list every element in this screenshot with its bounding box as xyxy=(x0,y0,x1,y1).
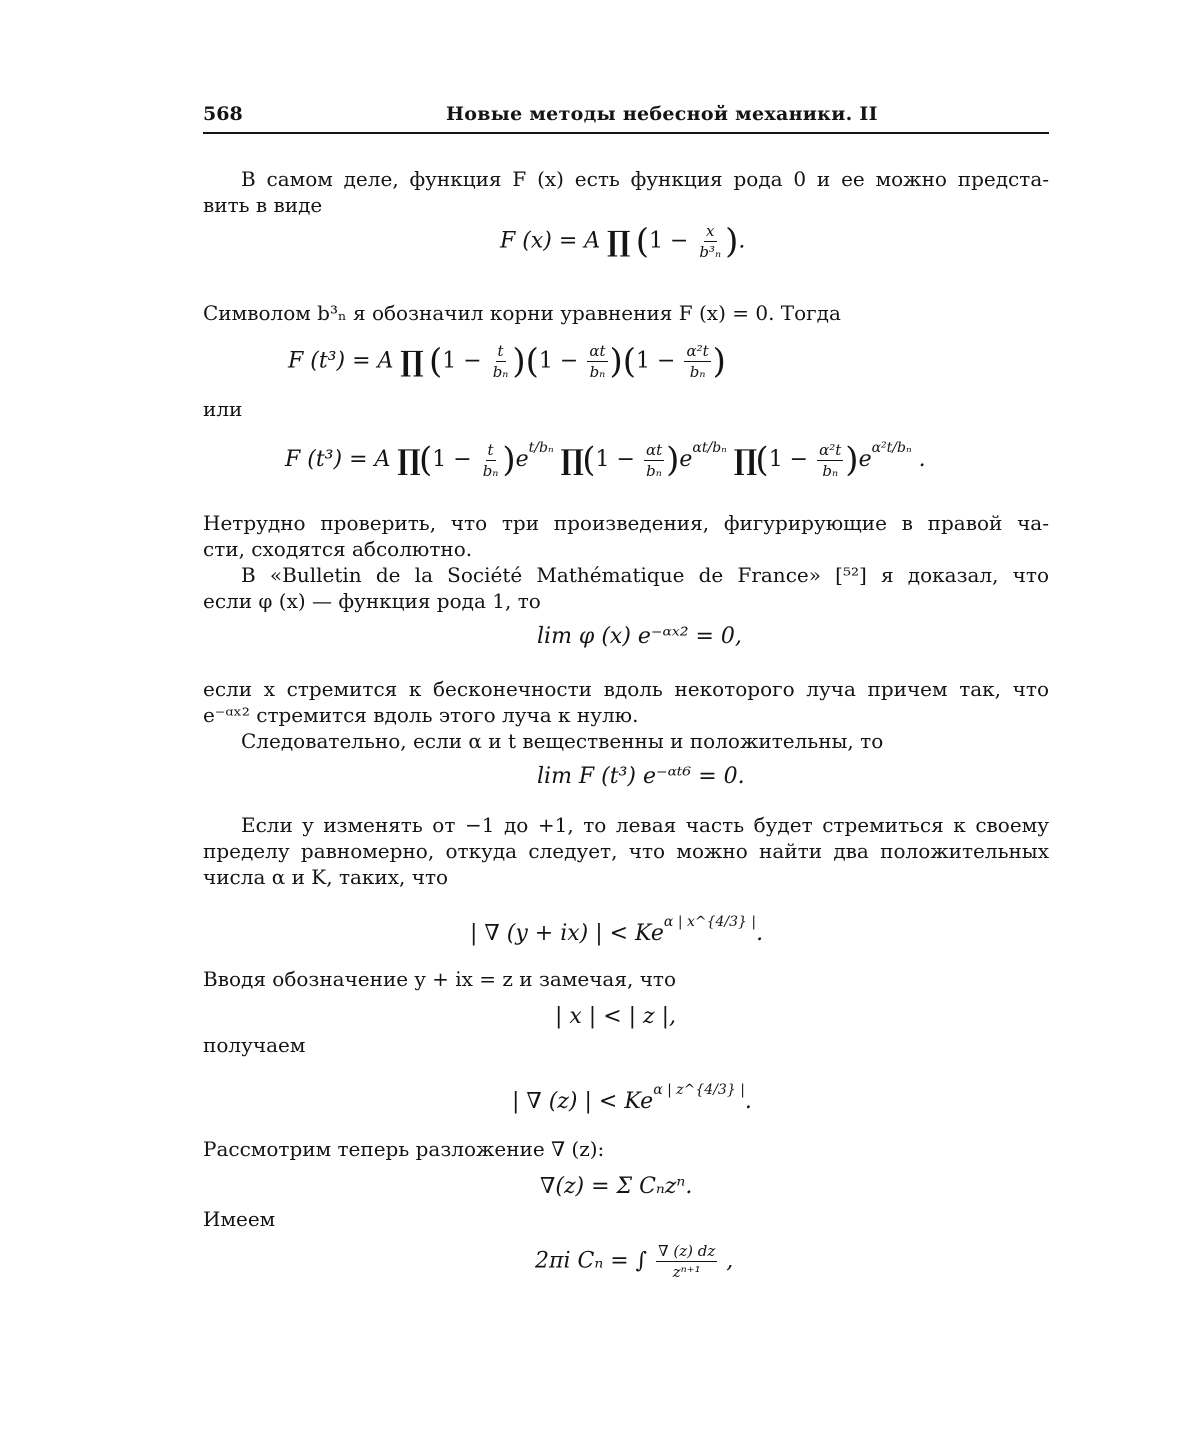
paragraph-line: числа α и K, таких, что xyxy=(203,865,449,889)
paragraph-line: вить в виде xyxy=(203,193,323,217)
paragraph-line: Рассмотрим теперь разложение ∇ (z): xyxy=(203,1137,605,1161)
fraction: $\frac{t}{\text{bₙ}}$ xyxy=(492,342,509,381)
paragraph-line: Символом b³ₙ я обозначил корни уравнения F (x) = 0. Тогда xyxy=(203,301,841,325)
formula-product-t3: F (t³) = A ∏ (1 − $\frac{t}{\text{bₙ}}$ )(1 − $\frac{\alpha t}{\text{bₙ}}$ )(1 − $\frac{\text{α²t}}{\text{bₙ}}$ ) xyxy=(288,341,726,382)
paragraph-line: пределу равномерно, откуда следует, что можно найти два положительных xyxy=(203,839,1049,863)
exponent: t/bₙ xyxy=(528,440,554,456)
formula-lhs: F (x) = A xyxy=(500,228,601,254)
formula-inequality-2: | ∇ (z) | < $Ke^{\alpha | z\^{}\{4/3\} |}$. xyxy=(512,1082,752,1114)
paragraph-line: Вводя обозначение y + ix = z и замечая, что xyxy=(203,967,677,991)
page-number: 568 xyxy=(203,103,243,125)
product-symbol: ∏ xyxy=(400,345,422,378)
paragraph-line: В «Bulletin de la Société Mathématique de France» [⁵²] я доказал, что xyxy=(241,563,1049,587)
paragraph-line: сти, сходятся абсолютно. xyxy=(203,537,473,561)
fraction: $\frac{x}{\text{b³ₙ}}$ xyxy=(699,222,722,261)
exponent: α²t/bₙ xyxy=(871,440,912,456)
header-rule xyxy=(203,132,1049,134)
exponent: α | x^{4/3} | xyxy=(663,914,757,930)
product-symbol: ∏ xyxy=(607,225,629,258)
paragraph-line: e⁻ᵅˣ² стремится вдоль этого луча к нулю. xyxy=(203,703,639,727)
exponent: αt/bₙ xyxy=(692,440,727,456)
fraction: $\frac{\nabla (z) dz}{\text{zⁿ⁺¹}}$ xyxy=(658,1242,716,1281)
paragraph-line: если x стремится к бесконечности вдоль некоторого луча причем так, что xyxy=(203,677,1049,701)
formula-product-fx: F (x) = A ∏ (1 − $\frac{x}{\text{b³ₙ}}$ ). xyxy=(500,221,746,262)
paragraph-line: Имеем xyxy=(203,1207,276,1231)
paragraph-line: или xyxy=(203,397,243,421)
running-title: Новые методы небесной механики. II xyxy=(446,103,878,125)
fraction: $\frac{\text{α²t}}{\text{bₙ}}$ xyxy=(686,342,709,381)
paragraph-line: если φ (x) — функция рода 1, то xyxy=(203,589,541,613)
fraction: $\frac{\alpha t}{\text{bₙ}}$ xyxy=(589,342,606,381)
formula-inequality-1: | ∇ (y + ix) | < $Ke^{\alpha | x\^{}\{4/3\} |}$. xyxy=(470,914,764,946)
paren-close: ) xyxy=(725,221,739,262)
formula-weierstrass-product: F (t³) = A ∏(1 − $\frac{t}{\text{bₙ}}$ )$e^{t/b_n}$ ∏(1 − $\frac{\alpha t}{\text{bₙ}}$ )$e^{\alpha t/b_n}$ ∏(1 − $\frac{\text{α²t}}{\text{bₙ}}$ )$e^{\alpha^2t/b_n}$ . xyxy=(285,440,926,480)
exponent: α | z^{4/3} | xyxy=(653,1082,745,1098)
paragraph-line: Нетрудно проверить, что три произведения, фигурирующие в правой ча- xyxy=(203,511,1049,535)
paragraph-line: получаем xyxy=(203,1033,306,1057)
formula-lim-phi: lim φ (x) e⁻ᵅˣ² = 0, xyxy=(537,624,742,649)
paragraph-line: Следовательно, если α и t вещественны и положительны, то xyxy=(241,729,884,753)
formula-expansion: ∇(z) = Σ Cₙzⁿ. xyxy=(540,1174,693,1199)
formula-x-lt-z: | x | < | z |, xyxy=(555,1004,677,1029)
paren-open: ( xyxy=(635,221,649,262)
paragraph-line: В самом деле, функция F (x) есть функция рода 0 и ее можно предста- xyxy=(241,167,1049,191)
paragraph-line: Если y изменять от −1 до +1, то левая часть будет стремиться к своему xyxy=(241,813,1049,837)
formula-cauchy-integral: 2πi Cₙ = ∫ $\frac{\nabla (z) dz}{\text{zⁿ⁺¹}}$ , xyxy=(535,1242,734,1281)
formula-lim-F: lim F (t³) e⁻ᵅᵗ⁶ = 0. xyxy=(537,764,745,789)
